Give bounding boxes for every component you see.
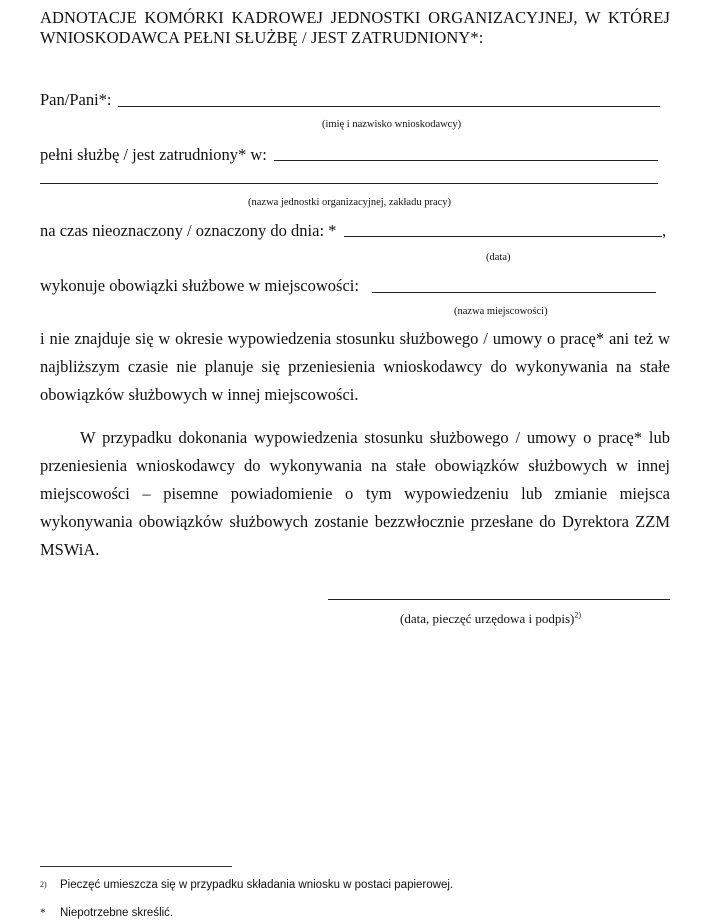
footnote-2-mark: 2): [40, 880, 47, 889]
statement-paragraph-2-text: W przypadku dokonania wypowiedzenia stosunku służbowego / umowy o pracę* lub przeniesienia wnioskodawcy do wykonywania na stałe obowiązków służbowych w innej miejscowości – pisemne powiadomienie o tym wypowiedzeniu lub zmianie miejsca wykonywania obowiązków służbowych zostanie bezzwłocznie przesłane do Dyrektora ZZM MSWiA.: [40, 428, 670, 559]
name-field-line[interactable]: [118, 106, 660, 107]
footnote-star-text: Niepotrzebne skreślić.: [60, 907, 174, 919]
name-hint: (imię i nazwisko wnioskodawcy): [322, 119, 462, 130]
place-field-line[interactable]: [372, 292, 656, 293]
footnote-star-mark: *: [40, 907, 46, 919]
footnote-2-text: Pieczęć umieszcza się w przypadku składania wniosku w postaci papierowej.: [60, 879, 454, 891]
period-suffix: ,: [662, 221, 667, 240]
signature-footnote-ref: 2): [574, 610, 582, 620]
period-label: na czas nieoznaczony / oznaczony do dnia: *: [40, 221, 337, 240]
statement-paragraph-1: i nie znajduje się w okresie wypowiedzenia stosunku służbowego / umowy o pracę* ani też w najbliższym czasie nie planuje się przeniesienia wnioskodawcy do wykonywania na stałe obowiązków służbowych w innej miejscowości.: [40, 329, 670, 404]
footnote-2: [40, 878, 453, 892]
unit-field-line-2[interactable]: [40, 183, 658, 184]
period-hint: (data): [486, 252, 511, 263]
footnote-separator: [40, 866, 232, 867]
heading-line-2: WNIOSKODAWCA PEŁNI SŁUŻBĘ / JEST ZATRUDNIONY*:: [40, 28, 484, 47]
footnote-star: [40, 906, 173, 920]
place-hint: (nazwa miejscowości): [454, 306, 548, 317]
unit-label: pełni służbę / jest zatrudniony* w:: [40, 145, 267, 164]
period-field-line[interactable]: [344, 236, 662, 237]
statement-paragraph-2: [40, 424, 670, 564]
unit-hint: (nazwa jednostki organizacyjnej, zakładu pracy): [248, 197, 452, 208]
form-heading: [40, 8, 670, 48]
place-label: wykonuje obowiązki służbowe w miejscowości:: [40, 276, 359, 295]
signature-hint-text: (data, pieczęć urzędowa i podpis): [400, 611, 575, 626]
signature-hint: [400, 611, 581, 627]
unit-field-line[interactable]: [274, 160, 658, 161]
name-label: Pan/Pani*:: [40, 90, 112, 109]
signature-line[interactable]: [328, 599, 670, 600]
heading-line-1: ADNOTACJE KOMÓRKI KADROWEJ JEDNOSTKI ORGANIZACYJNEJ, W KTÓREJ: [40, 8, 670, 27]
